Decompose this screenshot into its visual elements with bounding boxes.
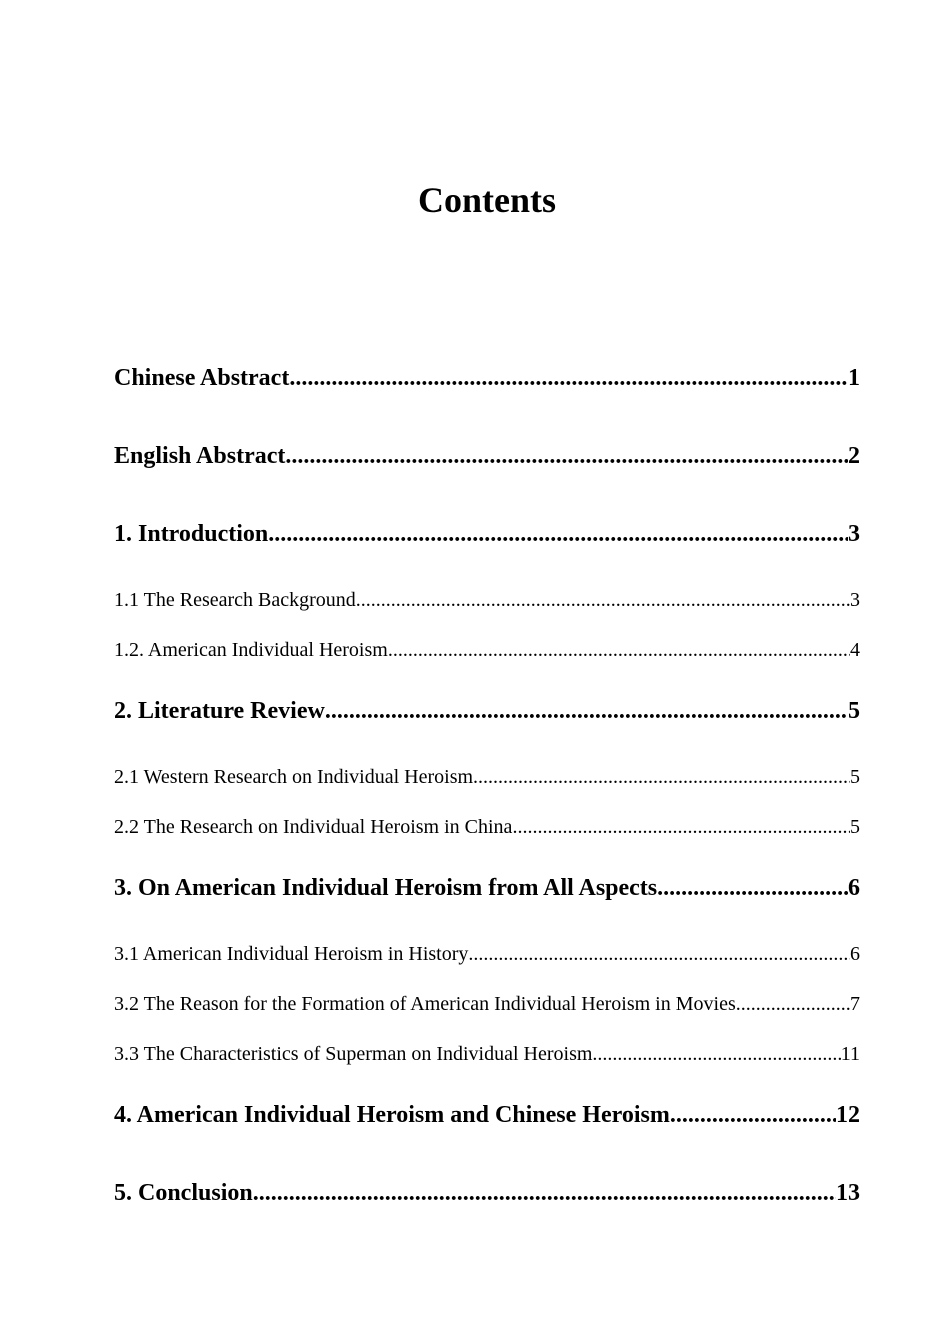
toc-page-number: 4 — [850, 639, 860, 661]
toc-page-number: 5 — [848, 698, 860, 724]
toc-page-number: 7 — [850, 993, 860, 1015]
toc-page-number: 3 — [850, 589, 860, 611]
toc-label: 4. American Individual Heroism and Chinese Heroism — [114, 1102, 670, 1128]
toc-page-number: 12 — [836, 1102, 860, 1128]
toc-entry-chinese-abstract[interactable] — [114, 363, 860, 393]
toc-dot-leader — [670, 1100, 836, 1130]
toc-dot-leader — [736, 991, 850, 1017]
toc-dot-leader — [512, 814, 850, 840]
toc-entry-introduction[interactable] — [114, 519, 860, 549]
toc-entry-all-aspects[interactable] — [114, 873, 860, 903]
toc-label: 3.2 The Reason for the Formation of American Individual Heroism in Movies — [114, 993, 736, 1015]
toc-label: 5. Conclusion — [114, 1180, 253, 1206]
toc-label: Chinese Abstract — [114, 365, 290, 391]
toc-entry-heroism-in-history[interactable] — [114, 941, 860, 967]
toc-label: 3. On American Individual Heroism from All Aspects — [114, 875, 658, 901]
toc-entry-western-research[interactable] — [114, 764, 860, 790]
toc-dot-leader — [388, 637, 850, 663]
toc-entry-english-abstract[interactable] — [114, 441, 860, 471]
toc-entry-american-individual-heroism[interactable] — [114, 637, 860, 663]
toc-label: 1.1 The Research Background — [114, 589, 356, 611]
toc-entry-american-and-chinese-heroism[interactable] — [114, 1100, 860, 1130]
toc-entry-formation-in-movies[interactable] — [114, 991, 860, 1017]
toc-dot-leader — [285, 441, 848, 471]
toc-dot-leader — [592, 1041, 840, 1067]
toc-label: 3.3 The Characteristics of Superman on Individual Heroism — [114, 1043, 593, 1065]
toc-entry-conclusion[interactable] — [114, 1178, 860, 1208]
toc-dot-leader — [325, 696, 848, 726]
toc-label: 2.1 Western Research on Individual Heroism — [114, 766, 474, 788]
toc-page-number: 5 — [850, 766, 860, 788]
toc-label: 2. Literature Review — [114, 698, 325, 724]
toc-page-number: 11 — [840, 1043, 860, 1065]
toc-dot-leader — [356, 587, 850, 613]
toc-dot-leader — [289, 363, 848, 393]
toc-dot-leader — [253, 1178, 836, 1208]
toc-page-number: 5 — [850, 816, 860, 838]
page-title: Contents — [417, 180, 556, 220]
toc-label: 3.1 American Individual Heroism in History — [114, 943, 469, 965]
toc-label: 1.2. American Individual Heroism — [114, 639, 388, 661]
toc-page-number: 3 — [848, 521, 860, 547]
toc-dot-leader — [268, 519, 848, 549]
toc-entry-literature-review[interactable] — [114, 696, 860, 726]
toc-label: English Abstract — [114, 443, 286, 469]
toc-page-number: 1 — [848, 365, 860, 391]
toc-entry-superman-characteristics[interactable] — [114, 1041, 860, 1067]
toc-dot-leader — [657, 873, 848, 903]
toc-dot-leader — [468, 941, 850, 967]
toc-page-number: 13 — [836, 1180, 860, 1206]
toc-entry-research-in-china[interactable] — [114, 814, 860, 840]
toc-entry-research-background[interactable] — [114, 587, 860, 613]
toc-label: 2.2 The Research on Individual Heroism in China — [114, 816, 513, 838]
toc-page-number: 6 — [848, 875, 860, 901]
toc-page-number: 2 — [848, 443, 860, 469]
toc-dot-leader — [473, 764, 850, 790]
toc-page-number: 6 — [850, 943, 860, 965]
toc-label: 1. Introduction — [114, 521, 269, 547]
